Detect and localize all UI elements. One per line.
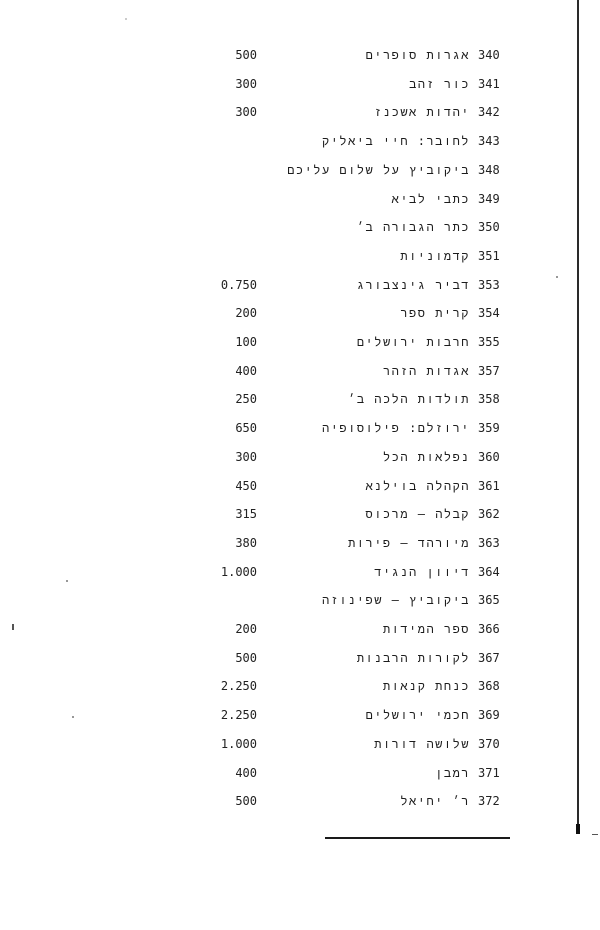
item-title: חכמי ירושלים [365, 708, 470, 723]
item-price: 2.250 [220, 679, 257, 694]
item-number: 343 [478, 134, 500, 149]
item-title: דביר גינצבורג [356, 277, 470, 292]
margin-mark [12, 624, 14, 630]
list-item [0, 565, 600, 593]
item-number: 342 [478, 105, 500, 120]
closing-rule [325, 837, 510, 839]
item-title: דיוון הנגיד [374, 564, 470, 579]
item-number: 354 [478, 306, 500, 321]
item-number: 349 [478, 191, 500, 206]
item-number: 367 [478, 650, 500, 665]
list-item [0, 622, 600, 650]
item-price: 300 [235, 449, 257, 464]
item-title: תולדות הלכה ב׳ [348, 392, 470, 407]
item-price: 200 [235, 306, 257, 321]
item-price: 2.250 [220, 708, 257, 723]
item-price: 400 [235, 765, 257, 780]
list-item [0, 507, 600, 535]
item-title: ר׳ יחיאל [400, 794, 470, 809]
item-title: קרית ספר [400, 306, 470, 321]
item-number: 350 [478, 220, 500, 235]
scan-speck [125, 18, 127, 20]
list-item [0, 392, 600, 420]
item-number: 366 [478, 622, 500, 636]
item-title: כור זהב [409, 76, 470, 91]
list-item [0, 593, 600, 621]
list-item [0, 105, 600, 133]
list-item [0, 450, 600, 478]
item-number: 355 [478, 335, 500, 349]
item-title: חרבות ירושלים [356, 335, 470, 349]
list-item [0, 708, 600, 736]
item-title: כתר הגבורה ב׳ [356, 220, 470, 235]
item-number: 362 [478, 507, 500, 522]
item-number: 348 [478, 162, 500, 177]
item-price: 1.000 [220, 564, 257, 579]
list-item [0, 794, 600, 822]
scan-speck [66, 580, 68, 582]
item-title: יהדות אשכנז [374, 105, 470, 120]
item-number: 363 [478, 535, 500, 550]
item-title: ירוזלם: פילוסופיה [322, 421, 470, 436]
list-item [0, 479, 600, 507]
item-number: 353 [478, 277, 500, 292]
item-price: 1.000 [220, 736, 257, 751]
item-title: לקורות הרבנות [356, 650, 470, 665]
item-title: מיורהד – פירות [348, 535, 470, 550]
item-price: 300 [235, 105, 257, 120]
list-item [0, 278, 600, 306]
item-title: כתבי לביא [391, 191, 470, 206]
item-title: אגדות הזהר [382, 363, 470, 378]
item-title: ביקוביץ – שפינוזה [322, 593, 470, 608]
page-edge-mark [576, 824, 580, 834]
item-price: 380 [235, 535, 257, 550]
item-number: 364 [478, 564, 500, 579]
item-title: שלושה דורות [374, 736, 470, 751]
page-edge-line [577, 0, 579, 832]
item-price: 100 [235, 335, 257, 349]
item-number: 340 [478, 48, 500, 62]
list-item [0, 48, 600, 76]
item-price: 400 [235, 363, 257, 378]
list-item [0, 536, 600, 564]
list-item [0, 77, 600, 105]
item-number: 341 [478, 76, 500, 91]
list-item [0, 192, 600, 220]
item-number: 361 [478, 478, 500, 493]
list-item [0, 679, 600, 707]
item-title: נפלאות הכל [382, 449, 470, 464]
item-title: כנחת קנאות [382, 679, 470, 694]
list-item [0, 651, 600, 679]
item-number: 368 [478, 679, 500, 694]
list-item [0, 306, 600, 334]
item-title: רמבן [435, 765, 470, 780]
item-price: 200 [235, 622, 257, 636]
list-item [0, 220, 600, 248]
item-number: 351 [478, 248, 500, 263]
item-price: 315 [235, 507, 257, 522]
item-title: קדמוניות [400, 248, 470, 263]
list-item [0, 163, 600, 191]
scan-speck [72, 716, 74, 718]
item-title: קבלה – מרכוס [365, 507, 470, 522]
item-price: 500 [235, 794, 257, 809]
item-price: 0.750 [220, 277, 257, 292]
list-item [0, 249, 600, 277]
list-item [0, 134, 600, 162]
item-title: הקהלה בוילנא [365, 478, 470, 493]
item-number: 358 [478, 392, 500, 407]
list-item [0, 737, 600, 765]
item-number: 365 [478, 593, 500, 608]
item-price: 450 [235, 478, 257, 493]
item-number: 370 [478, 736, 500, 751]
item-price: 300 [235, 76, 257, 91]
item-price: 650 [235, 421, 257, 436]
list-item [0, 335, 600, 363]
item-price: 500 [235, 48, 257, 62]
item-number: 372 [478, 794, 500, 809]
item-number: 357 [478, 363, 500, 378]
item-number: 369 [478, 708, 500, 723]
item-title: לחובר: חיי ביאליק [322, 134, 470, 149]
item-title: אגרות סופרים [365, 48, 470, 62]
item-title: ספר המידות [382, 622, 470, 636]
edge-tick-mark [592, 834, 598, 835]
item-price: 250 [235, 392, 257, 407]
item-price: 500 [235, 650, 257, 665]
list-item [0, 766, 600, 794]
scan-speck [556, 276, 558, 278]
item-number: 359 [478, 421, 500, 436]
item-title: ביקוביץ על שלום עליכם [287, 162, 470, 177]
list-item [0, 364, 600, 392]
list-item [0, 421, 600, 449]
item-number: 371 [478, 765, 500, 780]
item-number: 360 [478, 449, 500, 464]
